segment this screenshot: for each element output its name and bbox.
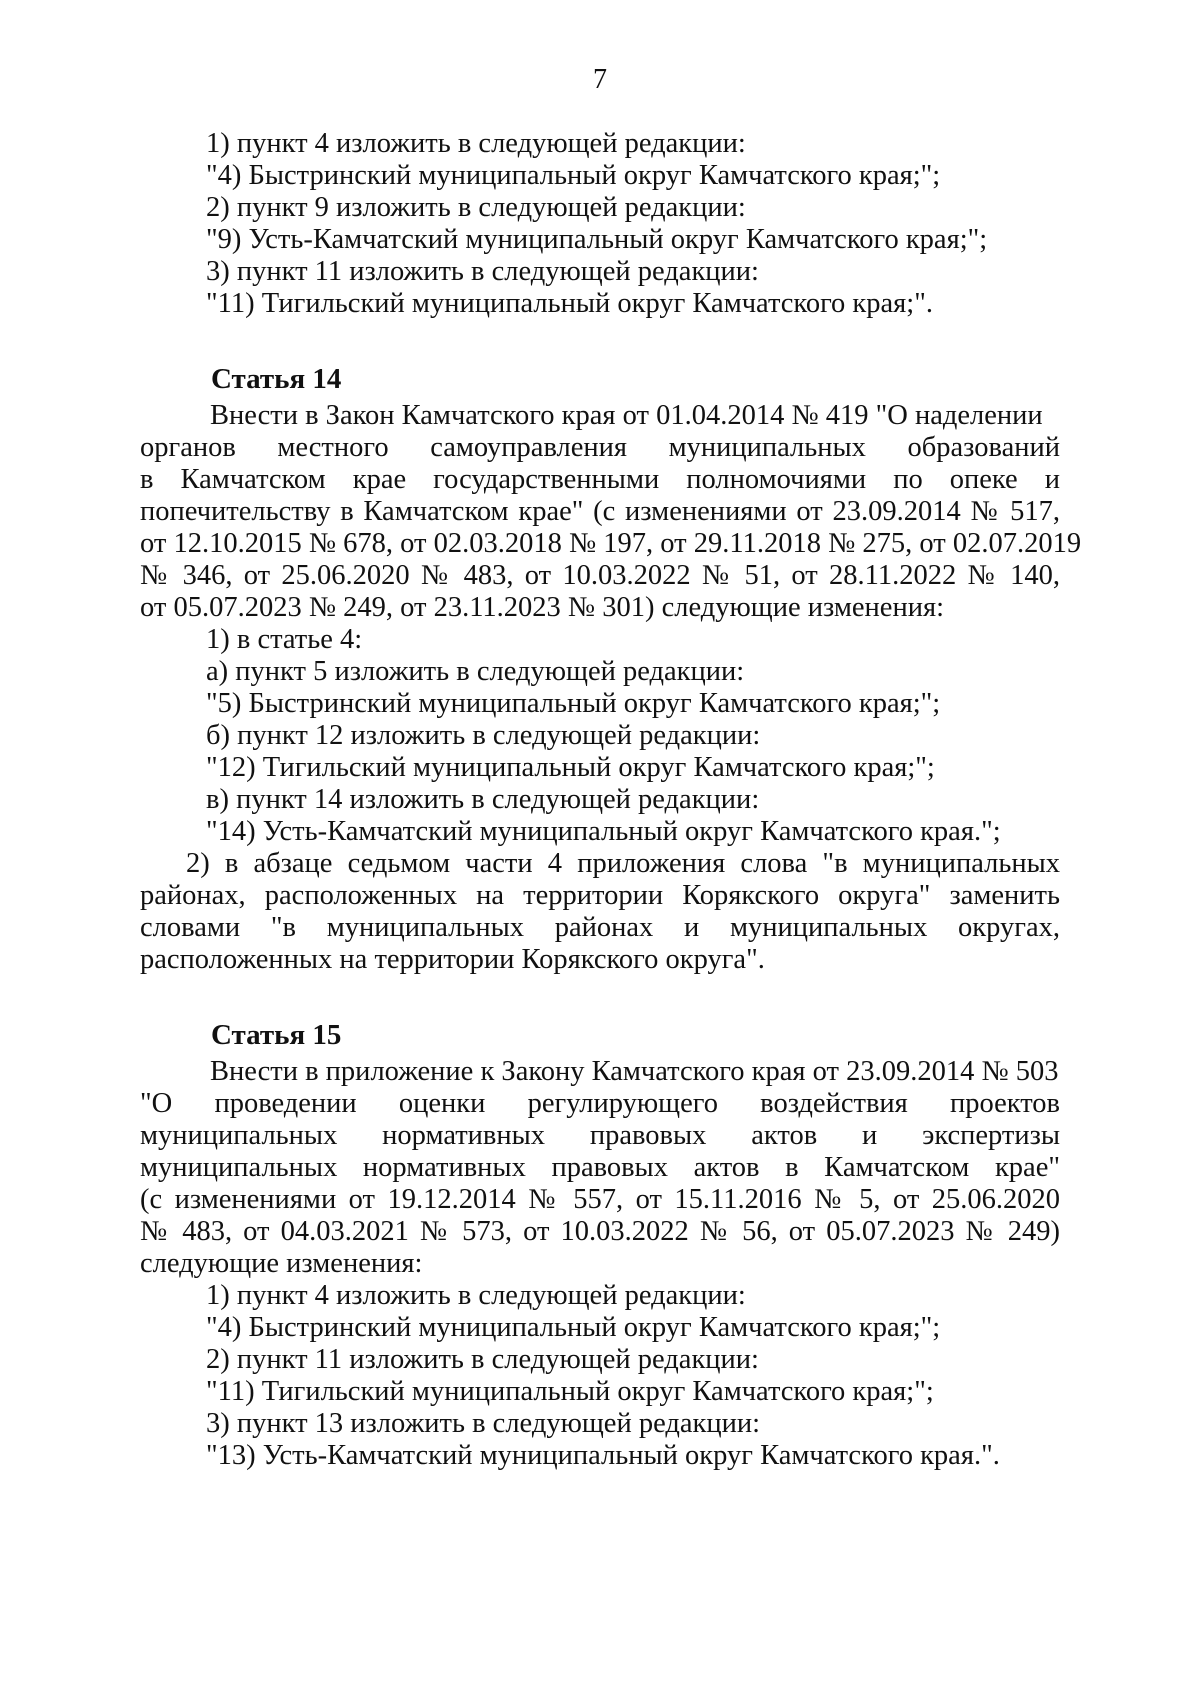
list-item: 2) пункт 9 изложить в следующей редакции: bbox=[206, 192, 746, 223]
paragraph-line: органов местного самоуправления муниципальных образований bbox=[140, 432, 1060, 463]
list-item: б) пункт 12 изложить в следующей редакции: bbox=[206, 720, 761, 751]
paragraph-line: 2) в абзаце седьмом части 4 приложения слова "в муниципальных bbox=[186, 848, 1060, 879]
paragraph-line: № 346, от 25.06.2020 № 483, от 10.03.2022 № 51, от 28.11.2022 № 140, bbox=[140, 560, 1060, 591]
paragraph-line: от 05.07.2023 № 249, от 23.11.2023 № 301) следующие изменения: bbox=[140, 592, 944, 623]
list-item: 1) в статье 4: bbox=[206, 624, 363, 655]
list-item: 3) пункт 13 изложить в следующей редакции: bbox=[206, 1408, 761, 1439]
list-item: "4) Быстринский муниципальный округ Камчатского края;"; bbox=[206, 1312, 941, 1343]
paragraph-line: попечительству в Камчатском крае" (с изменениями от 23.09.2014 № 517, bbox=[140, 496, 1060, 527]
paragraph-line: расположенных на территории Корякского округа". bbox=[140, 944, 765, 975]
paragraph-line: муниципальных нормативных правовых актов в Камчатском крае" bbox=[140, 1152, 1060, 1183]
list-item: 1) пункт 4 изложить в следующей редакции: bbox=[206, 1280, 746, 1311]
list-item: "14) Усть-Камчатский муниципальный округ Камчатского края."; bbox=[206, 816, 1001, 847]
list-item: 1) пункт 4 изложить в следующей редакции: bbox=[206, 128, 746, 159]
article-15-heading: Статья 15 bbox=[211, 1019, 342, 1051]
list-item: 2) пункт 11 изложить в следующей редакции: bbox=[206, 1344, 759, 1375]
list-item: "5) Быстринский муниципальный округ Камчатского края;"; bbox=[206, 688, 941, 719]
paragraph-line: (с изменениями от 19.12.2014 № 557, от 15.11.2016 № 5, от 25.06.2020 bbox=[140, 1184, 1060, 1215]
list-item: "4) Быстринский муниципальный округ Камчатского края;"; bbox=[206, 160, 941, 191]
list-item: "11) Тигильский муниципальный округ Камчатского края;"; bbox=[206, 1376, 934, 1407]
paragraph-line: словами "в муниципальных районах и муниципальных округах, bbox=[140, 912, 1060, 943]
list-item: "13) Усть-Камчатский муниципальный округ Камчатского края.". bbox=[206, 1440, 1000, 1471]
list-item: "11) Тигильский муниципальный округ Камчатского края;". bbox=[206, 288, 933, 319]
list-item: "12) Тигильский муниципальный округ Камчатского края;"; bbox=[206, 752, 935, 783]
page-number: 7 bbox=[593, 64, 607, 95]
list-item: а) пункт 5 изложить в следующей редакции: bbox=[206, 656, 745, 687]
paragraph-line: Внести в Закон Камчатского края от 01.04.2014 № 419 "О наделении bbox=[210, 400, 1043, 431]
paragraph-line: "О проведении оценки регулирующего воздействия проектов bbox=[140, 1088, 1060, 1119]
list-item: в) пункт 14 изложить в следующей редакции: bbox=[206, 784, 760, 815]
article-14-heading: Статья 14 bbox=[211, 363, 342, 395]
paragraph-line: Внести в приложение к Закону Камчатского края от 23.09.2014 № 503 bbox=[210, 1056, 1059, 1087]
list-item: 3) пункт 11 изложить в следующей редакции: bbox=[206, 256, 759, 287]
list-item: "9) Усть-Камчатский муниципальный округ Камчатского края;"; bbox=[206, 224, 988, 255]
paragraph-line: районах, расположенных на территории Корякского округа" заменить bbox=[140, 880, 1060, 911]
paragraph-line: № 483, от 04.03.2021 № 573, от 10.03.2022 № 56, от 05.07.2023 № 249) bbox=[140, 1216, 1060, 1247]
paragraph-line: муниципальных нормативных правовых актов и экспертизы bbox=[140, 1120, 1060, 1151]
paragraph-line: в Камчатском крае государственными полномочиями по опеке и bbox=[140, 464, 1060, 495]
paragraph-line: от 12.10.2015 № 678, от 02.03.2018 № 197, от 29.11.2018 № 275, от 02.07.2019 bbox=[140, 528, 1082, 559]
paragraph-line: следующие изменения: bbox=[140, 1248, 423, 1279]
